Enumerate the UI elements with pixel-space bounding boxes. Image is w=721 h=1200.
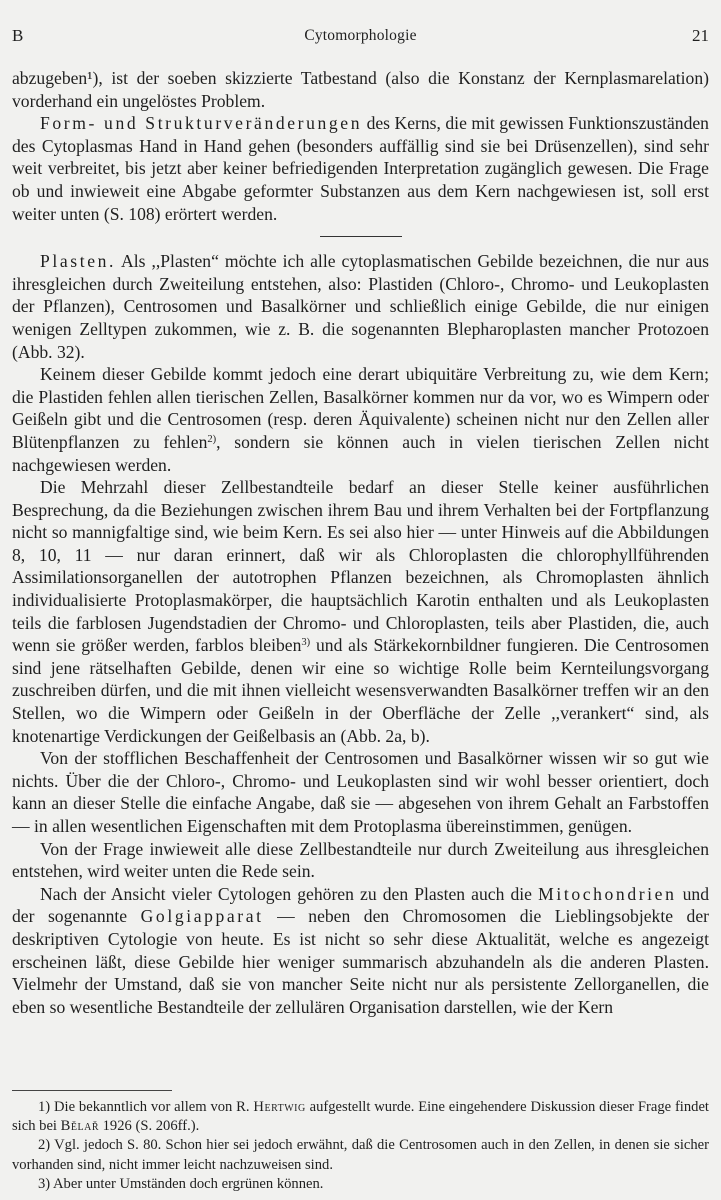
emphasis-golgiapparat: Golgiapparat [140,906,264,927]
paragraph-2 [12,112,709,225]
footnote-2: 2) Vgl. jedoch S. 80. Schon hier sei jedoch erwähnt, daß die Centrosomen auch in den Zellen, in denen sie sicher vorhanden sind, nicht immer leicht nachzuweisen sind. [12,1137,709,1173]
paragraph-4-text-b: , sondern sie können auch in vielen tierischen Zellen nicht nachgewiesen werden. [12,431,709,475]
section-divider [320,236,402,237]
page-number: 21 [692,26,709,45]
paragraph-plasten [12,250,709,363]
paragraph-5-text-b: und als Stärkekornbildner fungieren. Die Centrosomen sind jene rätselhaften Gebilde, denen wir eine so wichtige Rolle beim Kernteilungsvorgang zuschreiben dürfen, und die mit ihnen vielleicht wesensverwandten Basalkörner treffen wir an den Stellen, wo die Wimpern oder Geißeln in der Oberfläche der Zelle ,,verankert“ sind, als knotenartige Verdickungen der Geißelbasis an (Abb. 2a, b). [12,635,709,746]
footnote-1-text-c: 1926 (S. 206ff.). [98,1118,200,1135]
paragraph-2-text: des Kerns, die mit gewissen Funktionszuständen des Cytoplasmas Hand in Hand gehen (besonders auffällig sind sie bei Drüsenzellen), sind sehr weit verbreitet, bis jetzt aber keiner befriedigenden Interpretation zugänglich gewesen. Die Frage ob und inwieweit eine Abgabe geformter Substanzen aus dem Kern nachgewiesen ist, soll erst weiter unten (S. 108) erörtert werden. [12,113,709,224]
author-hertwig: Hertwig [253,1099,306,1115]
paragraph-4-text-a: Keinem dieser Gebilde kommt jedoch eine derart ubiquitäre Verbreitung zu, wie dem Kern; die Plastiden fehlen allen tierischen Zellen, Basalkörner kommen nur da vor, wo es Wimpern oder Geißeln gibt und die Centrosomen (resp. deren Äquivalente) scheinen nicht nur den Zellen aller Blütenpflanzen zu fehlen [12,364,709,452]
paragraph-5-text-a: Die Mehrzahl dieser Zellbestandteile bedarf an dieser Stelle keiner ausführlichen Besprechung, da die Beziehungen zwischen ihrem Bau und ihrem Verhalten bei der Fortpflanzung nicht so mannigfaltige sind, wie beim Kern. Es sei also hier — unter Hinweis auf die Abbildungen 8, 10, 11 — nur daran erinnert, daß wir als Chloroplasten die chlorophyllführenden Assimilationsorganellen der autotrophen Pflanzen bezeichnen, als Chromoplasten ähnlich individualisierte Protoplasmakörper, die hauptsächlich Karotin enthalten und als Leukoplasten teils die farblosen Jugendstadien der Chromo- und Chloroplasten, teils aber Plastiden, die, auch wenn sie größer werden, farblos bleiben [12,477,709,656]
paragraph-7: Von der Frage inwieweit alle diese Zellbestandteile nur durch Zweiteilung aus ihresgleichen entstehen, wird weiter unten die Rede sein. [12,838,709,882]
footnote-1 [12,1098,709,1136]
footnote-1-text-b: aufgestellt wurde. Eine eingehendere Diskussion dieser Frage findet sich bei [12,1099,709,1135]
footnote-1-text-a: 1) Die bekanntlich vor allem von R. [38,1099,254,1115]
running-header [12,24,709,48]
footnote-rule [12,1090,172,1091]
main-text [12,67,709,1018]
paragraph-8-text-b: und der sogenannte [12,883,709,927]
footnotes [12,1098,709,1194]
author-belar: Bělař [60,1118,99,1135]
paragraph-8-text-a: Nach der Ansicht vieler Cytologen gehören zu den Plasten auch die [40,883,539,904]
emphasis-mitochondrien: Mitochondrien [538,883,677,904]
paragraph-plasten-text: Als ,,Plasten“ möchte ich alle cytoplasmatischen Gebilde bezeichnen, die nur aus ihresgleichen durch Zweiteilung entstehen, also: Plastiden (Chloro-, Chromo- und Leukoplasten der Pflanzen), Centrosomen und Basalkörner und schließlich einige Gebilde, die nur einigen wenigen Zelltypen zukommen, wie z. B. die sogenannten Blepharoplasten mancher Protozoen (Abb. 32). [12,251,709,362]
footnote-ref-2[interactable]: 2) [207,434,217,446]
footnote-ref-3[interactable]: 3) [301,637,311,649]
footnote-3: 3) Aber unter Umständen doch ergrünen können. [38,1175,324,1192]
paragraph-8 [12,883,709,1019]
section-letter: B [12,26,24,45]
paragraph-8-text-c: — neben den Chromosomen die Lieblingsobjekte der deskriptiven Cytologie von heute. Es ist nicht so sehr diese Aktualität, welche es angezeigt erscheinen läßt, diese Gebilde hier weniger summarisch abzuhandeln als die anderen Plasten. Vielmehr der Umstand, daß sie von mancher Seite nicht nur als persistente Zellorganellen, die eben so wesentliche Bestandteile der zellulären Organisation darstellen, wie der Kern [12,906,709,1017]
paragraph-4 [12,363,709,476]
emphasis-form-struktur: Form- und Strukturveränderungen [40,113,363,134]
running-title: Cytomorphologie [304,27,417,44]
heading-plasten: Plasten. [40,251,117,272]
paragraph-1: abzugeben¹), ist der soeben skizzierte Tatbestand (also die Konstanz der Kernplasmarelation) vorderhand ein ungelöstes Problem. [12,68,709,111]
paragraph-6: Von der stofflichen Beschaffenheit der Centrosomen und Basalkörner wissen wir so gut wie nichts. Über die der Chloro-, Chromo- und Leukoplasten sind wir wohl besser orientiert, doch kann an dieser Stelle die einfache Angabe, daß sie — abgesehen von ihrem Gehalt an Farbstoffen — in allen wesentlichen Eigenschaften mit dem Protoplasma übereinstimmen, genügen. [12,748,709,836]
paragraph-5 [12,476,709,747]
